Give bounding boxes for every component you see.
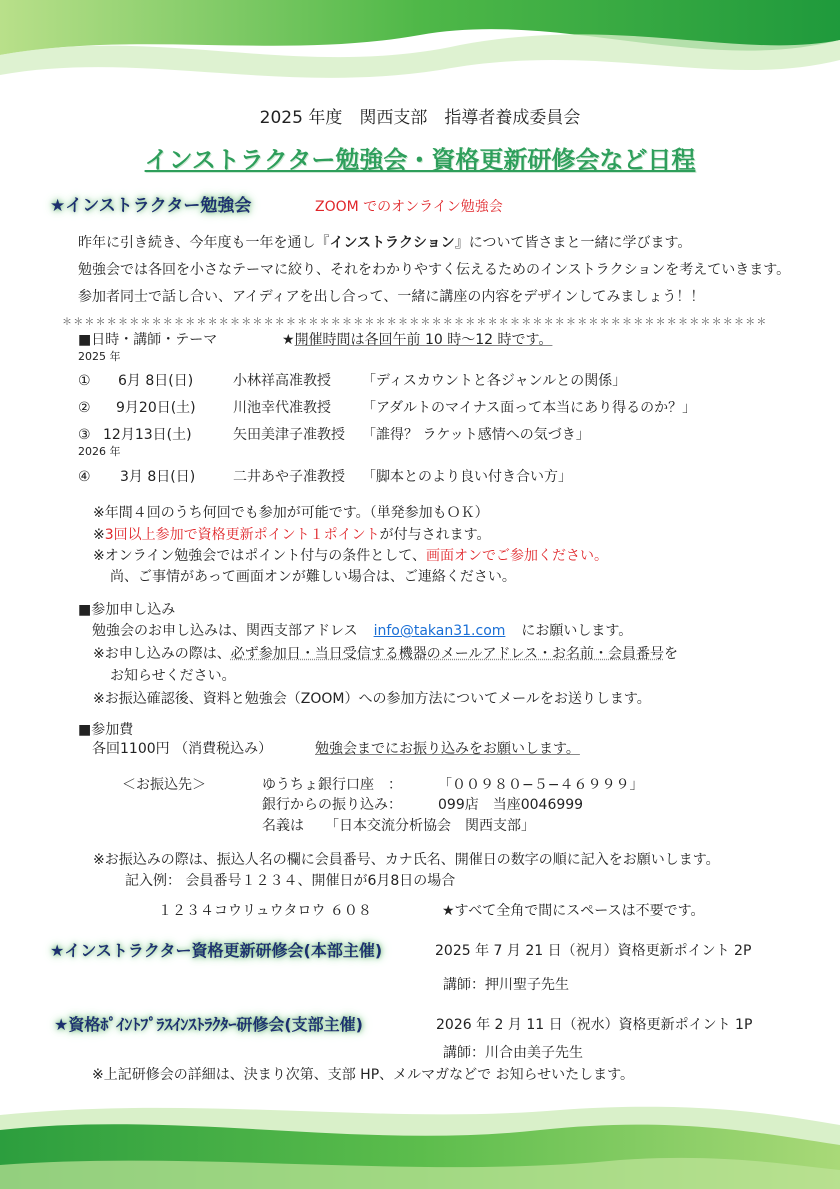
transfer-note: ※お振込みの際は、振込人名の欄に会員番号、カナ氏名、開催日の数字の順に記入をお願いします。 <box>93 852 720 868</box>
session-theme: 「脚本とのより良い付き合い方」 <box>362 469 572 485</box>
apply-line-4: ※お振込確認後、資料と勉強会（ZOOM）への参加方法についてメールをお送りします。 <box>93 691 651 707</box>
page-title: インストラクター勉強会・資格更新研修会など日程 <box>144 146 696 174</box>
year-2025: 2025 年 <box>78 350 121 363</box>
session-date: 6月 8日(日) <box>118 373 194 389</box>
training-date-1: 2025 年 7 月 21 日（祝月）資格更新ポイント 2P <box>435 943 752 959</box>
note-4: 尚、ご事情があって画面オンが難しい場合は、ご連絡ください。 <box>110 569 516 585</box>
note-text: ※オンライン勉強会ではポイント付与の条件として、 <box>93 548 427 564</box>
bottom-wave-decoration <box>0 1095 840 1189</box>
intro-text: 』について皆さまと一緒に学びます。 <box>454 235 692 251</box>
session-theme: 「アダルトのマイナス面って本当にあり得るのか？」 <box>362 400 697 416</box>
intro-text: 昨年に引き続き、今年度も一年を通し『 <box>78 235 330 251</box>
study-subtitle: ZOOM でのオンライン勉強会 <box>315 199 503 215</box>
training-heading-2: ★資格ﾎﾟｲﾝﾄﾌﾟﾗｽｲﾝｽﾄﾗｸﾀｰ研修会(支部主催) <box>54 1015 363 1034</box>
example-note: ★すべて全角で間にスペースは不要です。 <box>442 903 705 919</box>
session-lecturer: 矢田美津子准教授 <box>233 427 345 443</box>
apply-text: にお願いします。 <box>521 623 633 639</box>
holder-label: 名義は <box>262 818 304 834</box>
session-theme: 「ディスカウントと各ジャンルとの関係」 <box>362 373 627 389</box>
time-note-text: 開催時間は各回午前 10 時～12 時です。 <box>294 332 553 348</box>
note-highlight: 3回以上参加で資格更新ポイント１ポイント <box>104 527 380 543</box>
email-link[interactable]: info@takan31.com <box>373 623 506 639</box>
apply-text: を <box>664 646 679 662</box>
session-date: 9月20日(土) <box>116 400 196 416</box>
session-number: ③ <box>78 427 91 443</box>
intro-line-2: 勉強会では各回を小さなテーマに絞り、それをわかりやすく伝えるためのインストラクションを考えていきます。 <box>78 262 791 278</box>
note-2 <box>93 526 491 544</box>
session-lecturer: 二井あや子准教授 <box>233 469 345 485</box>
holder-value: 「日本交流分析協会 関西支部」 <box>325 818 535 834</box>
apply-text: ※お申し込みの際は、 <box>93 646 231 662</box>
intro-line-3: 参加者同士で話し合い、アイディアを出し合って、一緒に講座の内容をデザインしてみましょう！！ <box>78 289 705 305</box>
session-number: ① <box>78 373 91 389</box>
top-wave-decoration <box>0 0 840 95</box>
example-value: １２３４コウリュウタロウ ６０８ <box>158 903 372 919</box>
training-lecturer-1: 講師：押川聖子先生 <box>443 977 569 993</box>
org-line: 2025 年度 関西支部 指導者養成委員会 <box>259 108 581 128</box>
intro-bold: インストラクション <box>329 235 455 251</box>
star-icon: ★ <box>282 332 295 348</box>
note-1: ※年間４回のうち何回でも参加が可能です。（単発参加もＯＫ） <box>93 505 489 521</box>
divider: ＊＊＊＊＊＊＊＊＊＊＊＊＊＊＊＊＊＊＊＊＊＊＊＊＊＊＊＊＊＊＊＊＊＊＊＊＊＊＊＊＊＊＊＊＊＊＊＊＊＊＊＊＊＊＊＊＊＊＊＊＊＊＊ <box>62 317 768 328</box>
fee-amount: 各回1100円 （消費税込み） <box>92 741 273 757</box>
year-2026: 2026 年 <box>78 445 121 458</box>
apply-text: 勉強会のお申し込みは、関西支部アドレス <box>92 623 358 639</box>
apply-label: ■参加申し込み <box>78 602 176 618</box>
footer-note: ※上記研修会の詳細は、決まり次第、支部 HP、メルマガなどで お知らせいたします。 <box>92 1067 635 1083</box>
note-mark: ※ <box>93 527 105 543</box>
time-note <box>282 331 552 349</box>
training-heading-1: ★インストラクター資格更新研修会(本部主催) <box>50 941 383 960</box>
transfer-dest-label: ＜お振込先＞ <box>122 777 206 793</box>
apply-line-2 <box>93 645 678 663</box>
session-theme: 「誰得？ ラケット感情への気づき」 <box>362 427 590 443</box>
session-date: 12月13日(土) <box>103 427 192 443</box>
apply-line-1 <box>92 622 632 640</box>
bank1-label: ゆうちょ銀行口座 ： <box>262 777 402 793</box>
study-heading: ★インストラクター勉強会 <box>50 196 252 216</box>
session-number: ② <box>78 400 91 416</box>
fee-label: ■参加費 <box>78 722 134 738</box>
note-3 <box>93 547 608 565</box>
example-label: 記入例： 会員番号１２３４、開催日が6月8日の場合 <box>125 873 456 889</box>
schedule-label: ■日時・講師・テーマ <box>78 332 218 348</box>
intro-line-1 <box>78 234 691 252</box>
training-date-2: 2026 年 2 月 11 日（祝水）資格更新ポイント 1P <box>436 1017 753 1033</box>
apply-line-3: お知らせください。 <box>110 668 236 684</box>
bank1-value: 「００９８０−５−４６９９９」 <box>438 777 644 793</box>
training-lecturer-2: 講師：川合由美子先生 <box>443 1045 583 1061</box>
note-highlight: 画面オンでご参加ください。 <box>426 548 609 564</box>
bank2-value: 099店 当座0046999 <box>438 797 584 813</box>
apply-required: 必ず参加日・当日受信する機器のメールアドレス・お名前・会員番号 <box>230 646 665 662</box>
session-number: ④ <box>78 469 91 485</box>
fee-note: 勉強会までにお振り込みをお願いします。 <box>315 741 580 757</box>
session-lecturer: 川池幸代准教授 <box>233 400 331 416</box>
session-lecturer: 小林祥高准教授 <box>233 373 331 389</box>
session-date: 3月 8日(日) <box>120 469 196 485</box>
bank2-label: 銀行からの振り込み： <box>262 797 402 813</box>
note-text: が付与されます。 <box>379 527 491 543</box>
